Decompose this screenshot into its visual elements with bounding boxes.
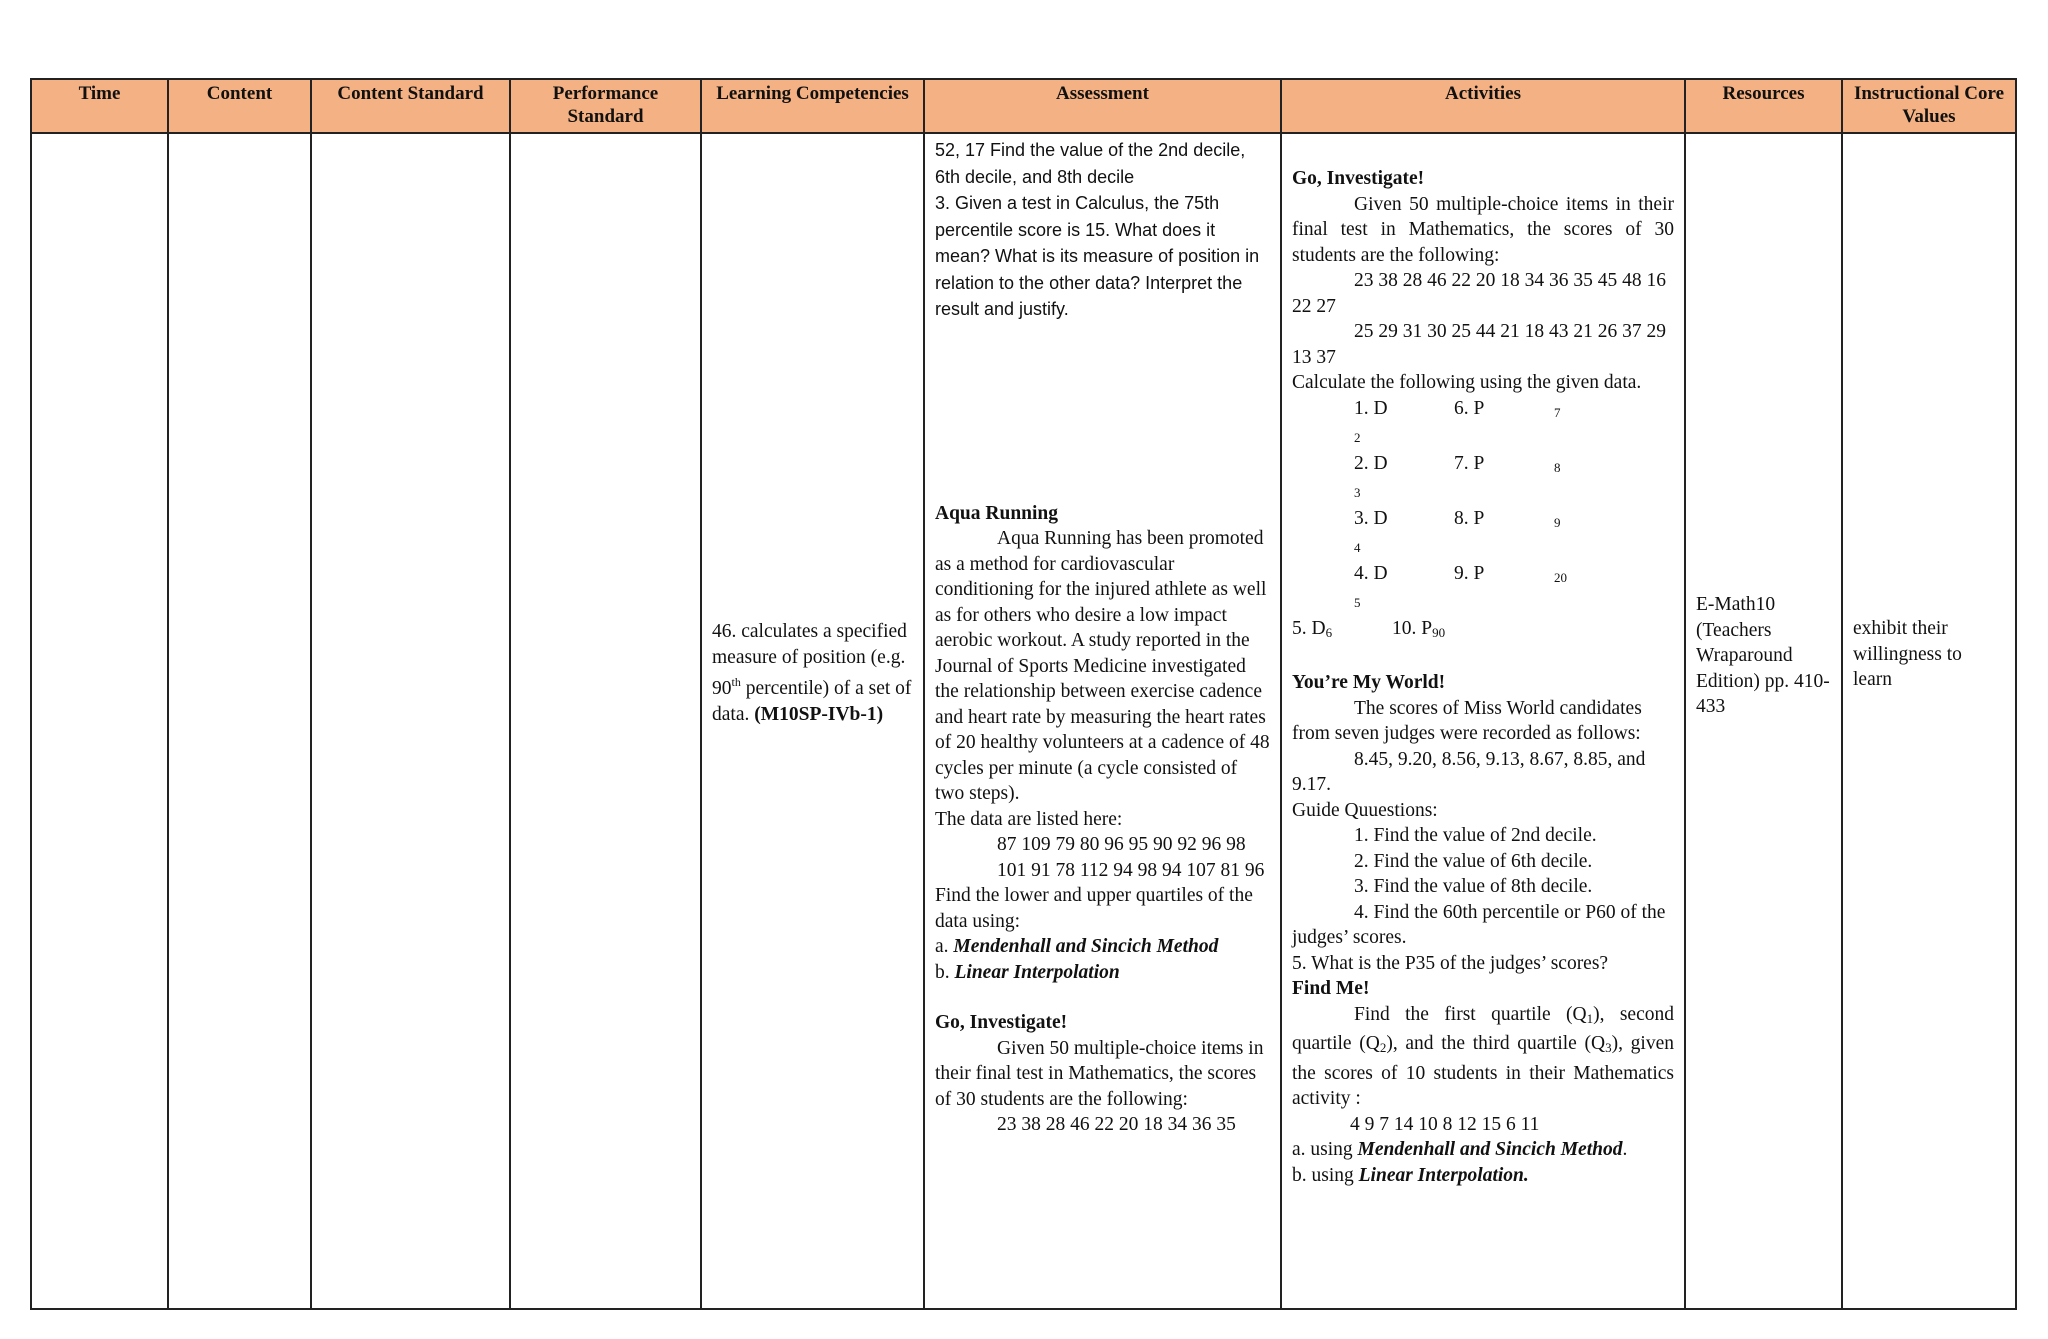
activity-go-investigate-text: Given 50 multiple-choice items in their final test in Mathematics, the scores of 30 students are the following: xyxy=(1292,193,1674,266)
data-row-2: 101 91 78 112 94 98 94 107 81 96 xyxy=(997,859,1265,881)
go-investigate-title: Go, Investigate! xyxy=(935,1012,1068,1033)
method-b: b. Linear Interpolation xyxy=(935,961,1120,983)
using-method-a: a. using Mendenhall and Sincich Method. xyxy=(1292,1139,1628,1160)
activities-cell xyxy=(1281,133,1685,1309)
list-item: 3. $D_4$ 8. P $_9$ xyxy=(1354,507,1561,555)
find-me-text: Find the first quartile $(Q_1)$, second quartile $(Q_2)$, and the third quartile $(Q_3)$, given the scores of 10 students in their Mathematics activity : xyxy=(1292,1003,1674,1109)
assessment-continued-1: 52, 17 Find the value of the 2nd decile, 6th decile, and 8th decile xyxy=(935,140,1246,187)
header-content-standard: Content Standard xyxy=(311,79,510,133)
list-item: 1. $D_2$ 6. P $_7$ xyxy=(1354,397,1561,445)
core-values-text: exhibit their willingness to learn xyxy=(1853,618,1962,690)
header-learning-competencies: Learning Competencies xyxy=(701,79,924,133)
go-investigate-text: Given 50 multiple-choice items in their final test in Mathematics, the scores of 30 students are the following: xyxy=(935,1037,1264,1110)
find-me-data: 4 9 7 14 10 8 12 15 6 11 xyxy=(1350,1113,1540,1135)
core-values-cell xyxy=(1842,133,2016,1309)
competency-cell xyxy=(701,133,924,1309)
guide-question-1: 1. Find the value of 2nd decile. xyxy=(1354,825,1597,846)
using-method-b: b. using Linear Interpolation. xyxy=(1292,1164,1529,1186)
method-a: a. Mendenhall and Sincich Method xyxy=(935,936,1219,957)
find-me-title: Find Me! xyxy=(1292,978,1370,999)
header-activities: Activities xyxy=(1281,79,1685,133)
find-quartiles-text: Find the lower and upper quartiles of the data using: xyxy=(935,885,1253,932)
go-investigate-data: 23 38 28 46 22 20 18 34 36 35 xyxy=(997,1114,1236,1135)
scores-row-1: 23 38 28 46 22 20 18 34 36 35 45 48 16 22 27 xyxy=(1292,270,1666,317)
guide-question-5: 5. What is the P35 of the judges’ scores? xyxy=(1292,952,1609,974)
aqua-running-text: Aqua Running has been promoted as a method for cardiovascular conditioning for the injured athlete as well as for others who desire a low impact aerobic workout. A study reported in the Journal of Sports Medicine investigated the relationship between exercise cadence and heart rate by measuring the heart rates of 20 healthy volunteers at a cadence of 48 cycles per minute (a cycle consisted of two steps). xyxy=(935,528,1270,804)
resources-text: E-Math10 (Teachers Wraparound Edition) pp. 410-433 xyxy=(1696,594,1830,717)
competency-text: 46. calculates a specified measure of position (e.g. 90th percentile) of a set of data. (M10SP-IVb-1) xyxy=(712,621,912,725)
list-item: 5. $D_6$ 10. $P_{90}$ xyxy=(1292,617,1446,640)
guide-question-3: 3. Find the value of 8th decile. xyxy=(1354,876,1593,897)
youre-my-world-title: You’re My World! xyxy=(1292,672,1446,693)
list-item: 2. $D_3$ 7. P $_8$ xyxy=(1354,452,1561,500)
header-performance-standard: Performance Standard xyxy=(510,79,701,133)
activity-go-investigate-title: Go, Investigate! xyxy=(1292,168,1425,189)
assessment-cell xyxy=(924,133,1281,1309)
assessment-continued-2: 3. Given a test in Calculus, the 75th percentile score is 15. What does it mean? What is its measure of position in relation to the other data? Interpret the result and justify. xyxy=(935,193,1260,319)
guide-questions-title: Guide Quuestions: xyxy=(1292,799,1438,821)
data-row-1: 87 109 79 80 96 95 90 92 96 98 xyxy=(997,834,1246,855)
header-row xyxy=(31,79,2016,133)
header-assessment: Assessment xyxy=(924,79,1281,133)
data-intro: The data are listed here: xyxy=(935,808,1123,830)
header-core-values: Instructional Core Values xyxy=(1842,79,2016,133)
list-item: 4. $D_5$ 9. P $_{20}$ xyxy=(1354,562,1567,610)
time-cell xyxy=(31,133,168,1309)
header-resources: Resources xyxy=(1685,79,1842,133)
table-row xyxy=(31,133,2016,1309)
youre-my-world-data: 8.45, 9.20, 8.56, 9.13, 8.67, 8.85, and 9.17. xyxy=(1292,748,1646,795)
header-time: Time xyxy=(31,79,168,133)
resources-cell xyxy=(1685,133,1842,1309)
calculate-text: Calculate the following using the given data. xyxy=(1292,372,1642,393)
content-cell xyxy=(168,133,311,1309)
aqua-running-title: Aqua Running xyxy=(935,502,1059,524)
header-content: Content xyxy=(168,79,311,133)
guide-question-4: 4. Find the 60th percentile or P60 of the judges’ scores. xyxy=(1292,901,1666,948)
content-standard-cell xyxy=(311,133,510,1309)
lesson-plan-table xyxy=(30,78,2017,1310)
youre-my-world-text: The scores of Miss World candidates from seven judges were recorded as follows: xyxy=(1292,697,1642,744)
scores-row-2: 25 29 31 30 25 44 21 18 43 21 26 37 29 13 37 xyxy=(1292,321,1666,368)
performance-standard-cell xyxy=(510,133,701,1309)
guide-question-2: 2. Find the value of 6th decile. xyxy=(1354,850,1593,872)
